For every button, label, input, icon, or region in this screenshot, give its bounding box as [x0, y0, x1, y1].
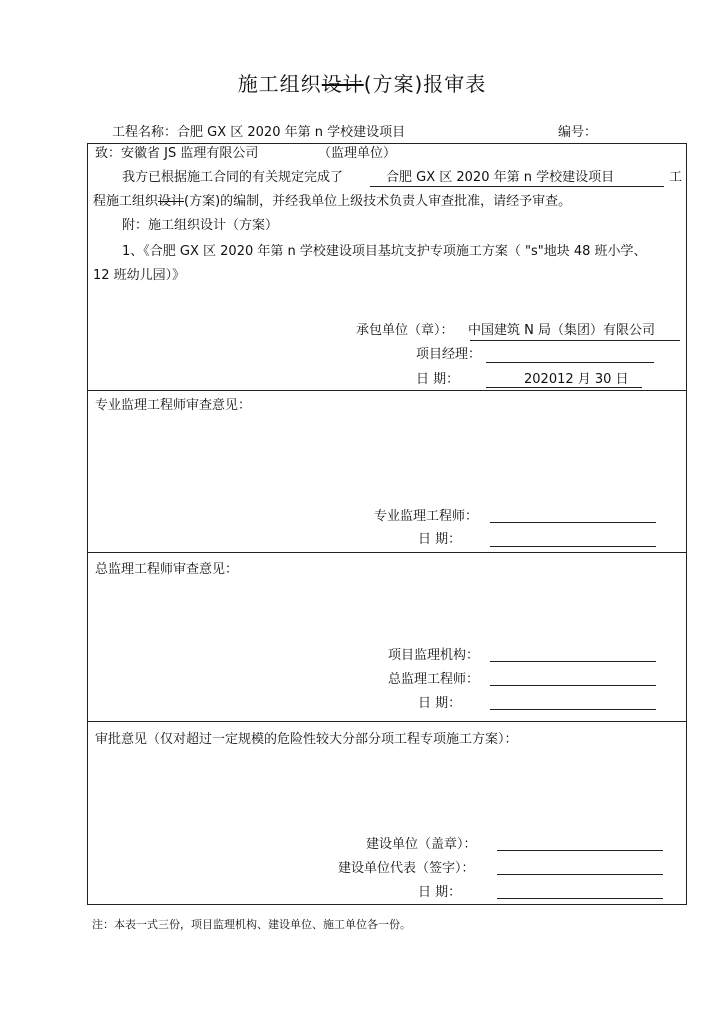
project-underline	[370, 186, 664, 187]
chief-engineer-field[interactable]	[490, 685, 656, 686]
chief-review-heading: 总监理工程师审查意见：	[95, 562, 239, 577]
attachment-label: 附：施工组织设计（方案）	[122, 218, 279, 233]
attachment-item-1-cont: 12 班幼儿园）》	[93, 268, 186, 283]
project-manager-field[interactable]	[486, 362, 654, 363]
chief-date-field[interactable]	[490, 709, 656, 710]
form-number-label: 编号：	[558, 125, 598, 140]
attachment-item-1: 1、《合肥 GX 区 2020 年第 n 学校建设项目基坑支护专项施工方案（ "s"地块 48 班小学、	[122, 244, 647, 259]
statement-text-line2: 程施工组织设计(方案)的编制，并经我单位上级技术负责人审查批准，请经予审查。	[93, 194, 572, 209]
addressee-line: 致：安徽省 JS 监理有限公司	[95, 146, 259, 161]
project-name-label: 工程名称：	[112, 125, 178, 140]
supervision-org-field[interactable]	[490, 661, 656, 662]
section-divider	[87, 390, 687, 391]
specialist-engineer-field[interactable]	[490, 522, 656, 523]
contractor-label: 承包单位（章）：	[356, 323, 454, 338]
owner-unit-label: 建设单位（盖章）：	[366, 837, 477, 852]
owner-date-label: 日 期：	[418, 885, 462, 900]
owner-rep-field[interactable]	[497, 874, 663, 875]
contractor-value: 中国建筑 N 局（集团）有限公司	[468, 323, 655, 338]
specialist-review-heading: 专业监理工程师审查意见：	[95, 398, 252, 413]
owner-rep-label: 建设单位代表（签字）：	[338, 861, 475, 876]
owner-unit-field[interactable]	[497, 850, 663, 851]
footnote: 注：本表一式三份，项目监理机构、建设单位、施工单位各一份。	[92, 918, 411, 931]
project-manager-label: 项目经理：	[416, 347, 482, 362]
project-name-value: 合肥 GX 区 2020 年第 n 学校建设项目	[177, 125, 406, 140]
supervision-org-label: 项目监理机构：	[388, 648, 480, 663]
chief-engineer-label: 总监理工程师：	[388, 672, 480, 687]
owner-date-field[interactable]	[497, 898, 663, 899]
contractor-date-value: 202012 月 30 日	[524, 372, 629, 387]
chief-date-label: 日 期：	[418, 696, 462, 711]
section-divider	[87, 552, 687, 553]
approval-heading: 审批意见（仅对超过一定规模的危险性较大分部分项工程专项施工方案）：	[95, 732, 518, 747]
specialist-date-field[interactable]	[490, 546, 656, 547]
contractor-underline	[470, 340, 680, 341]
supervision-company: 安徽省 JS 监理有限公司	[121, 146, 259, 161]
contractor-date-label: 日 期：	[416, 372, 460, 387]
statement-text: 我方已根据施工合同的有关规定完成了	[122, 170, 344, 185]
supervision-unit-note: （监理单位）	[318, 146, 397, 161]
statement-text-end: 工	[669, 170, 683, 185]
statement-project-field: 合肥 GX 区 2020 年第 n 学校建设项目	[386, 170, 615, 185]
contractor-date-underline	[486, 387, 642, 388]
specialist-engineer-label: 专业监理工程师：	[374, 509, 479, 524]
specialist-date-label: 日 期：	[418, 532, 462, 547]
page-title: 施工组织设计(方案)报审表	[237, 72, 487, 96]
project-name-row	[112, 125, 405, 141]
section-divider	[87, 721, 687, 722]
